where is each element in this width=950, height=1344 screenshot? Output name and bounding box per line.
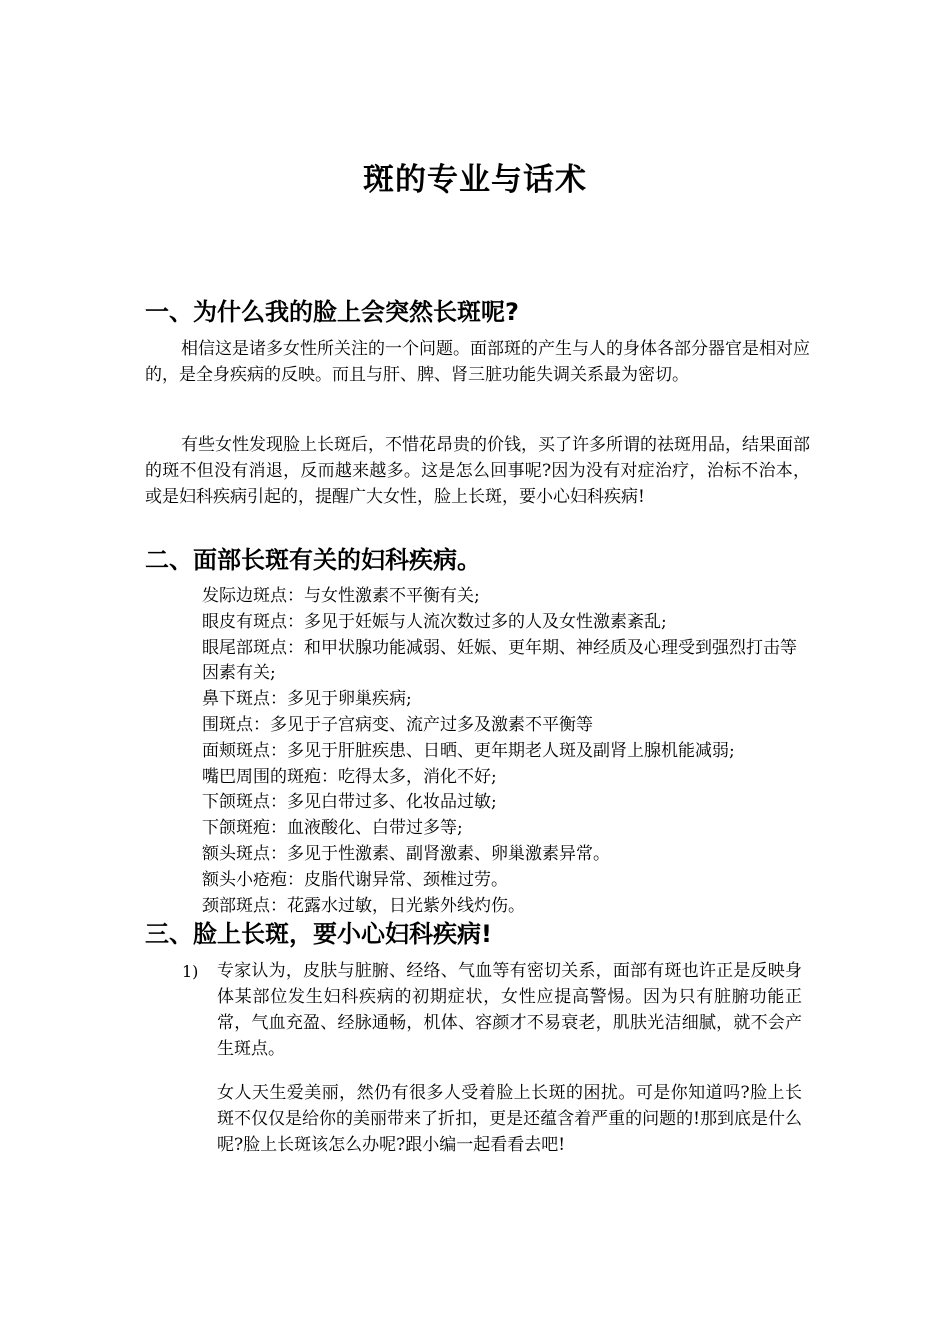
section-1-heading: 一、为什么我的脸上会突然长斑呢? xyxy=(145,298,519,326)
list-item: 面颊斑点：多见于肝脏疾患、日晒、更年期老人斑及副肾上腺机能减弱; xyxy=(202,740,735,761)
section-1-paragraph-1: 相信这是诸多女性所关注的一个问题。面部斑的产生与人的身体各部分器官是相对应的，是全身疾病的反映。而且与肝、脾、肾三脏功能失调关系最为密切。 xyxy=(145,339,810,385)
numbered-paragraph-2: 女人天生爱美丽，然仍有很多人受着脸上长斑的困扰。可是你知道吗?脸上长斑不仅仅是给你的美丽带来了折扣，更是还蕴含着严重的问题的!那到底是什么呢?脸上长斑该怎么办呢?跟小编一起看看去吧! xyxy=(217,1083,802,1155)
list-item: 额头小疮疱：皮脂代谢异常、颈椎过劳。 xyxy=(202,869,508,890)
list-item: 围斑点：多见于子宫病变、流产过多及激素不平衡等 xyxy=(202,714,593,735)
section-3-heading: 三、脸上长斑，要小心妇科疾病! xyxy=(145,920,492,948)
list-item: 颈部斑点：花露水过敏，日光紫外线灼伤。 xyxy=(202,895,525,916)
list-item: 眼皮有斑点：多见于妊娠与人流次数过多的人及女性激素紊乱; xyxy=(202,611,667,632)
facial-spot-list xyxy=(202,584,810,919)
list-item: 眼尾部斑点：和甲状腺功能减弱、妊娠、更年期、神经质及心理受到强烈打击等因素有关; xyxy=(202,637,797,684)
section-1-paragraph-2: 有些女性发现脸上长斑后，不惜花昂贵的价钱，买了许多所谓的祛斑用品，结果面部的斑不但没有消退，反而越来越多。这是怎么回事呢?因为没有对症治疗，治标不治本，或是妇科疾病引起的，提醒广大女性，脸上长斑，要小心妇科疾病! xyxy=(145,435,810,507)
numbered-paragraph-1: 专家认为，皮肤与脏腑、经络、气血等有密切关系，面部有斑也许正是反映身体某部位发生妇科疾病的初期症状，女性应提高警惕。因为只有脏腑功能正常，气血充盈、经脉通畅，机体、容颜才不易衰老，肌肤光洁细腻，就不会产生斑点。 xyxy=(217,961,802,1059)
list-item: 嘴巴周围的斑疱：吃得太多，消化不好; xyxy=(202,766,497,787)
list-item: 下颌斑点：多见白带过多、化妆品过敏; xyxy=(202,792,497,813)
list-number-marker: 1) xyxy=(182,962,199,981)
list-item: 发际边斑点：与女性激素不平衡有关; xyxy=(202,586,480,606)
list-item: 额头斑点：多见于性激素、副肾激素、卵巢激素异常。 xyxy=(202,843,610,864)
list-item: 鼻下斑点：多见于卵巢疾病; xyxy=(202,689,412,710)
list-item: 下颌斑疱：血液酸化、白带过多等; xyxy=(202,818,463,839)
section-2-heading: 二、面部长斑有关的妇科疾病。 xyxy=(145,546,481,574)
document-title: 斑的专业与话术 xyxy=(363,162,587,198)
